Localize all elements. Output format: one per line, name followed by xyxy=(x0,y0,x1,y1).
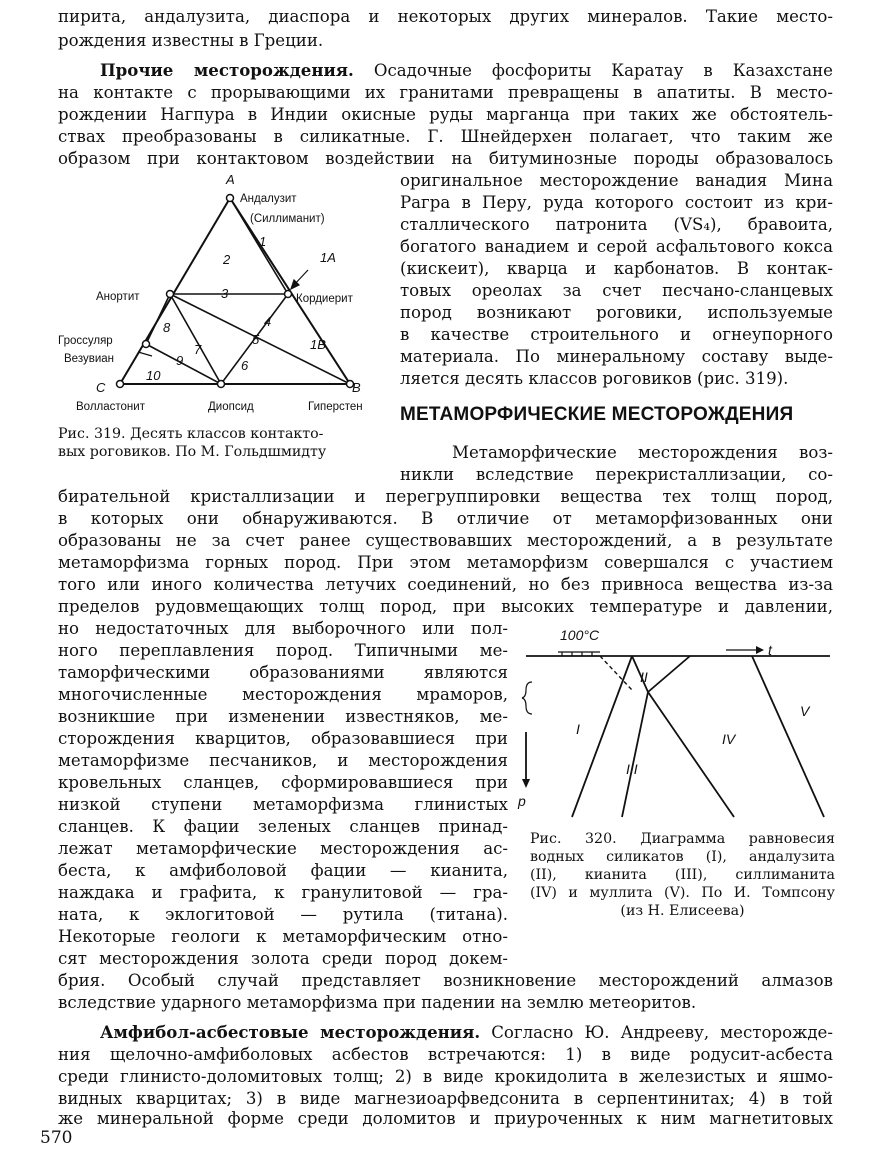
text-line: беста, к амфиболовой фации — кианита, xyxy=(58,861,508,880)
field-label: 3 xyxy=(221,286,229,301)
field-label: III xyxy=(626,761,638,777)
paragraph-lead: Прочие месторождения. xyxy=(100,60,354,80)
text-line: никли вследствие перекристаллизации, со- xyxy=(400,465,833,484)
caption-line: Рис. 320. Диаграмма равновесия xyxy=(530,831,835,847)
field-label: 8 xyxy=(163,320,171,335)
text-line: пород возникают роговики, используемые xyxy=(400,303,833,322)
caption-line: (из Н. Елисеева) xyxy=(620,903,745,919)
paragraph-first-line xyxy=(100,1022,833,1043)
text-line: метаморфизме песчаников, и месторождения xyxy=(58,751,508,770)
text-line: видных кварцитах; 3) в виде магнезиоарфведсонита в серпентинитах; 4) в той xyxy=(58,1089,833,1108)
field-label: 5 xyxy=(252,332,260,347)
vertex-marker xyxy=(167,291,174,298)
text-line: ния щелочно-амфиболовых асбестов встречаются: 1) в виде родусит-асбеста xyxy=(58,1045,833,1064)
text-line: того или иного количества летучих соединений, но без привноса вещества из-за xyxy=(58,575,833,594)
text-line: но недостаточных для выборочного или пол- xyxy=(58,619,508,638)
mineral-label: Волластонит xyxy=(76,401,145,413)
mineral-label: Кордиерит xyxy=(296,293,353,305)
p-axis-label: p xyxy=(518,793,526,809)
text-line: ната, к эклогитовой — рутила (титана). xyxy=(58,905,508,924)
phase-boundary xyxy=(622,692,648,817)
text-line: Некоторые геологи к метаморфическим отно- xyxy=(58,927,508,946)
text-line: брия. Особый случай представляет возникновение месторождений алмазов xyxy=(58,971,833,990)
text-line: рождении Нагпура в Индии окисные руды марганца при таких же обстоятель- xyxy=(58,105,833,124)
text-line: вследствие ударного метаморфизма при падении на землю метеоритов. xyxy=(58,993,697,1012)
phase-boundary xyxy=(572,656,632,817)
field-label: IV xyxy=(722,731,736,747)
figure-319-caption xyxy=(58,425,378,461)
field-label: 7 xyxy=(194,342,202,357)
caption-line: водных силикатов (I), андалузита xyxy=(530,849,835,865)
text-line: в качестве строительного и огнеупорного xyxy=(400,325,833,344)
caption-line: Рис. 319. Десять классов контакто- xyxy=(58,426,324,442)
text-line: оригинальное месторождение ванадия Мина xyxy=(400,171,833,190)
phase-boundary xyxy=(648,692,734,817)
text-line: Рагра в Перу, руда которого состоит из кри- xyxy=(400,193,833,212)
depth-bracket xyxy=(522,682,532,714)
text-line: возникшие при изменении известняков, ме- xyxy=(58,707,508,726)
text-line: товых ореолах за счет песчано-сланцевых xyxy=(400,281,833,300)
figure-320-caption xyxy=(530,830,835,920)
caption-line: (IV) и муллита (V). По И. Томпсону xyxy=(530,885,835,901)
vertex-marker xyxy=(218,381,225,388)
text-line: сторождения кварцитов, образовавшиеся при xyxy=(58,729,508,748)
field-label: 10 xyxy=(146,368,161,383)
phase-boundary xyxy=(752,656,824,817)
field-label: 6 xyxy=(241,358,249,373)
text-line: сят месторождения золота среди пород докем- xyxy=(58,949,508,968)
mineral-label: Анортит xyxy=(96,291,140,303)
text-line: образованы не за счет ранее существовавших месторождений, а в результате xyxy=(58,531,833,550)
field-label: 1 xyxy=(259,234,267,249)
text-line: (кискеит), кварца и карбонатов. В контак- xyxy=(400,259,833,278)
text-line: материала. По минеральному составу выде- xyxy=(400,347,833,366)
vertex-marker xyxy=(285,291,292,298)
mineral-label: Везувиан xyxy=(64,353,114,365)
mineral-label: Диопсид xyxy=(208,401,254,413)
caption-line: вых роговиков. По М. Гольдшмидту xyxy=(58,444,327,460)
text-line: пределов рудовмещающих толщ пород, при высоких температуре и давлении, xyxy=(58,597,833,616)
dashed-boundary xyxy=(600,656,632,690)
vertex-marker xyxy=(117,381,124,388)
mineral-label: (Силлиманит) xyxy=(250,213,325,225)
text-line: кровельных сланцев, сформировавшиеся при xyxy=(58,773,508,792)
field-label: 1А xyxy=(320,250,336,265)
text-line: среди глинисто-доломитовых толщ; 2) в виде крокидолита в железистых и яшмо- xyxy=(58,1067,833,1086)
depth-arrow-head xyxy=(522,779,530,788)
text-line: сланцев. К фации зеленых сланцев принад- xyxy=(58,817,508,836)
vertex-label-a: A xyxy=(226,172,235,187)
paragraph-text: Осадочные фосфориты Каратау в Казахстане xyxy=(353,61,833,80)
text-line: богатого ванадием и серой асфальтового кокса xyxy=(400,237,833,256)
phase-boundary xyxy=(648,656,690,692)
field-label: I xyxy=(576,721,580,737)
text-line: сталлического патронита (VS₄), бравоита, xyxy=(400,215,833,234)
text-line: же минеральной форме среди доломитов и приуроченных к ним магнетитовых xyxy=(58,1109,833,1128)
text-line: низкой ступени метаморфизма глинистых xyxy=(58,795,508,814)
text-line: многочисленные месторождения мраморов, xyxy=(58,685,508,704)
text-line: в которых они обнаруживаются. В отличие от метаморфизованных они xyxy=(58,509,833,528)
paragraph-text: Согласно Ю. Андрееву, месторожде- xyxy=(480,1023,833,1042)
text-line: наждака и графита, к гранулитовой — гра- xyxy=(58,883,508,902)
text-line: ляется десять классов роговиков (рис. 319). xyxy=(400,369,789,388)
text-line: пирита, андалузита, диаспора и некоторых других минералов. Такие место- xyxy=(58,7,833,26)
pointer-arrow xyxy=(138,352,152,356)
mineral-label: Гроссуляр xyxy=(58,335,113,347)
section-heading: МЕТАМОРФИЧЕСКИЕ МЕСТОРОЖДЕНИЯ xyxy=(400,404,794,425)
text-line: бирательной кристаллизации и перегруппировки вещества тех толщ пород, xyxy=(58,487,833,506)
field-label: V xyxy=(800,703,810,719)
vertex-label-b: B xyxy=(352,380,361,395)
vertex-label-c: C xyxy=(96,380,106,395)
text-line: Метаморфические месторождения воз- xyxy=(452,443,833,462)
mineral-label: Андалузит xyxy=(240,193,297,205)
field-label: 9 xyxy=(176,353,184,368)
t-arrow-head xyxy=(756,646,764,654)
paragraph-lead: Амфибол-асбестовые месторождения. xyxy=(100,1022,481,1042)
text-line: таморфическими образованиями являются xyxy=(58,663,508,682)
vertex-marker xyxy=(227,195,234,202)
field-label: 4 xyxy=(264,314,272,329)
figure-319-triangle-diagram xyxy=(58,166,388,421)
field-label: II xyxy=(640,669,648,685)
field-label: 1В xyxy=(310,337,326,352)
caption-line: (II), кианита (III), силлиманита xyxy=(530,867,835,883)
page-number: 570 xyxy=(40,1128,73,1148)
text-line: ного переплавления пород. Типичными ме- xyxy=(58,641,508,660)
text-line: метаморфизма горных пород. При этом метаморфизм совершался с участием xyxy=(58,553,833,572)
temperature-label: 100°C xyxy=(560,627,600,643)
field-label: 2 xyxy=(223,252,231,267)
t-axis-label: t xyxy=(768,642,772,658)
text-line: на контакте с прорывающими их гранитами превращены в апатиты. В место- xyxy=(58,83,833,102)
figure-320-phase-diagram xyxy=(512,622,834,822)
mineral-label: Гиперстен xyxy=(308,401,363,413)
text-line: образом при контактовом воздействии на битуминозные породы образовалось xyxy=(58,149,833,168)
vertex-marker xyxy=(143,341,150,348)
text-line: лежат метаморфические месторождения ас- xyxy=(58,839,508,858)
paragraph-first-line xyxy=(100,60,833,81)
tie-line xyxy=(146,294,170,344)
text-line: рождения известны в Греции. xyxy=(58,31,324,50)
text-line: ствах преобразованы в силикатные. Г. Шнейдерхен полагает, что таким же xyxy=(58,127,833,146)
